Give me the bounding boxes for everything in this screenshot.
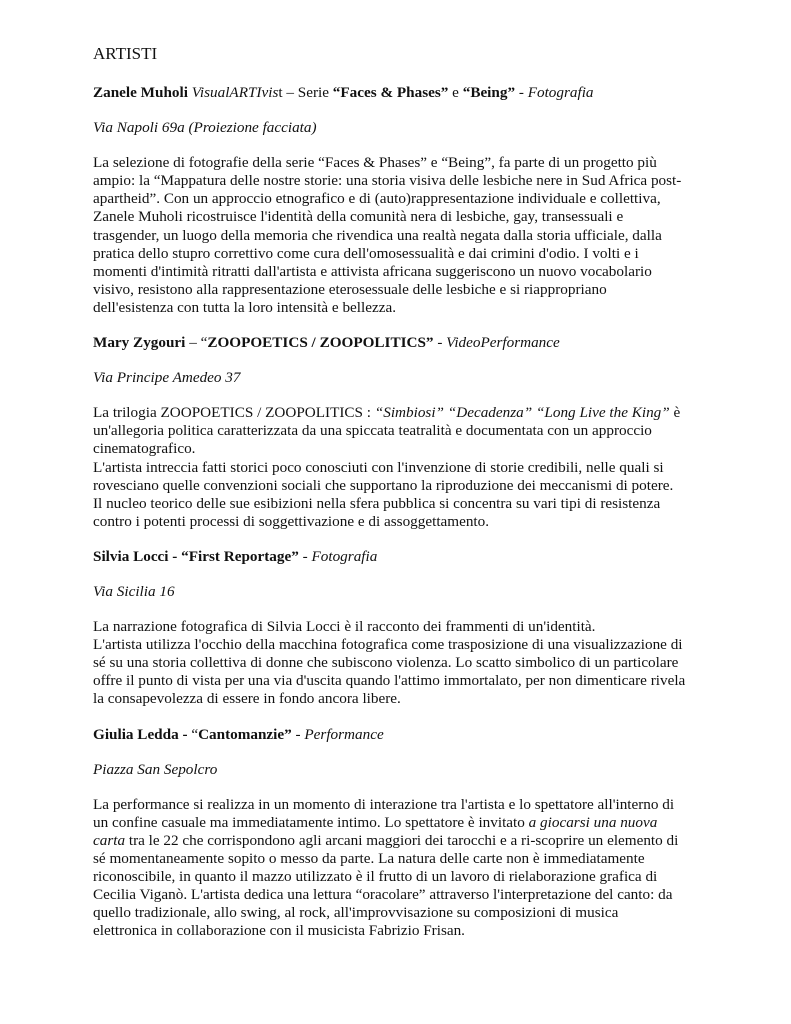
artist-description	[93, 796, 708, 941]
text-line: trasgender, un luogo della memoria che rivendica una realtà negata dalla storia ufficiale, dalla	[93, 226, 662, 244]
text-line: dell'esistenza con tutta la loro intensità e bellezza.	[93, 298, 396, 316]
text-line: un'allegoria politica caratterizzata da una spiccata teatralità e documentata con un approccio	[93, 422, 652, 440]
work-titles-italic: “Simbiosi” “Decadenza” “Long Live the King”	[374, 404, 670, 422]
artist-heading-zygouri	[93, 334, 708, 352]
text-line: quello tradizionale, allo swing, al rock, all'improvvisazione su composizioni di musica	[93, 904, 619, 922]
artist-alias: VisualARTIvis	[191, 84, 279, 101]
text-segment: La trilogia ZOOPOETICS / ZOOPOLITICS :	[93, 404, 375, 422]
text-line: riconoscibile, in quanto il mazzo utilizzato è il frutto di un lavoro di rielaborazione grafica di	[93, 868, 658, 886]
series-title: “Faces & Phases”	[332, 84, 449, 101]
text-line: visivo, resistono alla rappresentazione eterosessuale delle lesbiche e si riappropriano	[93, 280, 607, 298]
text-line: apartheid”. Con un approccio etnografico e di (auto)rappresentazione individuale e collettiva,	[93, 190, 661, 208]
artist-name: Zanele Muholi	[93, 84, 188, 101]
document-page	[93, 44, 708, 957]
text-segment: è	[669, 404, 681, 422]
text-line: L'artista intreccia fatti storici poco conosciuti con l'invenzione di storie credibili, nelle quali si	[93, 458, 664, 476]
venue-address: Via Principe Amedeo 37	[93, 369, 241, 387]
artist-description	[93, 618, 708, 708]
text-line: sé momentaneamente sopito o messo da parte. La natura delle carte non è immediatamente	[93, 850, 645, 867]
text-line: Il nucleo teorico delle sue esibizioni nella sfera pubblica si concentra su vari tipi di resistenza	[93, 494, 661, 512]
text-line: La selezione di fotografie della serie “Faces & Phases” e “Being”, fa parte di un progetto più	[93, 154, 657, 172]
medium-label: Fotografia	[311, 547, 378, 565]
text-line: La performance si realizza in un momento di interazione tra l'artista e lo spettatore all'interno di	[93, 795, 675, 813]
text-line: La narrazione fotografica di Silvia Locci è il racconto dei frammenti di un'identità.	[93, 618, 596, 636]
heading-separator: – Serie	[282, 84, 333, 101]
artist-heading-muholi	[93, 84, 708, 102]
artist-name-and-work: Silvia Locci - “First Reportage”	[93, 547, 299, 565]
text-line: pratica dello stupro correttivo come cura dell'omosessualità e dai crimini d'odio. I volti e i	[93, 244, 639, 262]
text-line	[93, 832, 708, 850]
text-line: offre il punto di vista per una via d'uscita quando l'attimo immortalato, per non dimenticare rivela	[93, 672, 686, 690]
text-line: Zanele Muholi ricostruisce l'identità della comunità nera di lesbiche, gay, transessuali e	[93, 208, 624, 226]
text-line: L'artista utilizza l'occhio della macchina fotografica come trasposizione di una visualizzazione di	[93, 636, 683, 654]
medium-label: Fotografia	[527, 84, 594, 101]
text-segment: un confine casuale ma immediatamente intimo. Lo spettatore è invitato	[93, 813, 529, 831]
work-title: Cantomanzie”	[198, 725, 292, 743]
text-line: momenti d'intimità ritratti dall'artista e attivista africana suggeriscono un nuovo vocabolario	[93, 262, 652, 280]
text-italic: a giocarsi una nuova	[528, 813, 658, 831]
text-line	[93, 814, 708, 832]
work-title: ZOOPOETICS / ZOOPOLITICS”	[207, 334, 434, 352]
venue-address: Via Napoli 69a (Proiezione facciata)	[93, 119, 317, 137]
text-line: cinematografico.	[93, 440, 196, 458]
text-line: rovesciano quelle convenzioni sociali che supportano la riproduzione dei meccanismi di potere.	[93, 476, 674, 494]
text-line: sé su una storia collettiva di donne che subiscono violenza. Lo scatto simbolico di un particolare	[93, 654, 679, 672]
heading-separator: -	[291, 725, 305, 743]
artist-name: Giulia Ledda -	[93, 725, 192, 743]
text-line: contro i potenti processi di soggettivazione e di assoggettamento.	[93, 512, 490, 530]
text-line: elettronica in collaborazione con il musicista Fabrizio Frisan.	[93, 922, 465, 940]
text-line: la consapevolezza di essere in fondo ancora libere.	[93, 690, 401, 708]
artist-description	[93, 154, 708, 317]
venue-address: Via Sicilia 16	[93, 582, 175, 600]
text-line	[93, 404, 708, 422]
heading-separator: -	[433, 334, 447, 352]
text-line: Cecilia Viganò. L'artista dedica una lettura “oracolare” attraverso l'interpretazione del canto: da	[93, 886, 673, 904]
artist-alias-tail: t	[278, 84, 283, 101]
medium-label: VideoPerformance	[446, 334, 560, 352]
series-title: “Being”	[462, 84, 516, 101]
heading-separator: -	[298, 547, 312, 565]
artist-heading-locci	[93, 548, 708, 566]
heading-separator: – “	[185, 334, 208, 352]
text-italic: carta	[93, 831, 126, 849]
quote-open: “	[191, 725, 199, 743]
venue-address: Piazza San Sepolcro	[93, 760, 218, 778]
heading-conjunction: e	[448, 84, 463, 101]
page-title: ARTISTI	[93, 44, 158, 63]
medium-label: Performance	[304, 725, 384, 743]
artist-name: Mary Zygouri	[93, 334, 186, 352]
artist-heading-ledda	[93, 726, 708, 744]
text-line: ampio: la “Mappatura delle nostre storie: una storia visiva delle lesbiche nere in Sud Africa post-	[93, 172, 682, 190]
heading-separator: -	[515, 84, 528, 101]
text-segment: tra le 22 che corrispondono agli arcani maggiori dei tarocchi e a ri-scoprire un elemento di	[125, 831, 679, 849]
artist-description	[93, 404, 708, 531]
